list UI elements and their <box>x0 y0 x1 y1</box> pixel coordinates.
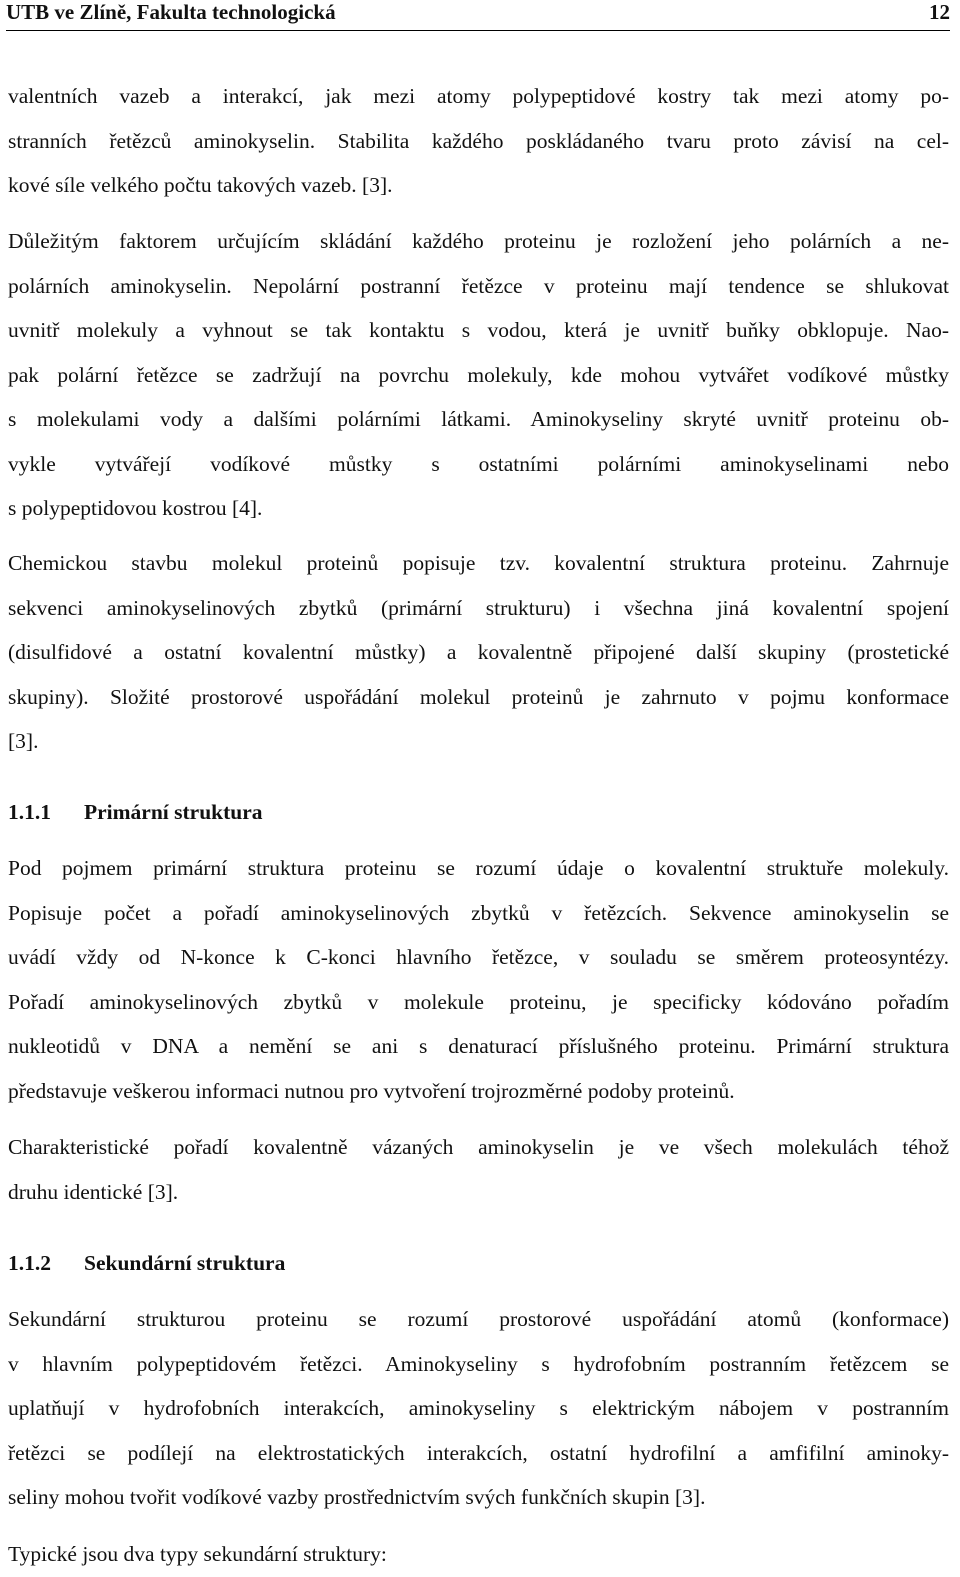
paragraph-line: Pod pojmem primární struktura proteinu se rozumí údaje o kovalentní struktuře molekuly. <box>8 856 949 880</box>
section-title: Primární struktura <box>84 800 263 824</box>
paragraph-line: sekvenci aminokyselinových zbytků (primární strukturu) i všechna jiná kovalentní spojení <box>8 595 949 620</box>
paragraph-line: v hlavním polypeptidovém řetězci. Aminokyseliny s hydrofobním postranním řetězcem se <box>8 1351 949 1376</box>
paragraph-1 <box>8 74 949 208</box>
paragraph-line: seliny mohou tvořit vodíkové vazby prostřednictvím svých funkčních skupin [3]. <box>8 1485 706 1509</box>
paragraph-line: [3]. <box>8 729 39 753</box>
section-heading-primary <box>8 799 263 825</box>
paragraph-line: polárních aminokyselin. Nepolární postranní řetězce v proteinu mají tendence se shlukovat <box>8 273 949 298</box>
section-number: 1.1.1 <box>8 800 51 824</box>
paragraph-line: nukleotidů v DNA a nemění se ani s denaturací příslušného proteinu. Primární struktura <box>8 1034 949 1058</box>
paragraph-line: uplatňují v hydrofobních interakcích, aminokyseliny s elektrickým nábojem v postranním <box>8 1396 949 1420</box>
section-number: 1.1.2 <box>8 1251 51 1275</box>
paragraph-line: Popisuje počet a pořadí aminokyselinových zbytků v řetězcích. Sekvence aminokyselin se <box>8 900 949 925</box>
paragraph-line: s molekulami vody a dalšími polárními látkami. Aminokyseliny skryté uvnitř proteinu ob- <box>8 407 949 431</box>
paragraph-line: Chemickou stavbu molekul proteinů popisuje tzv. kovalentní struktura proteinu. Zahrnuje <box>8 551 949 575</box>
paragraph-line: stranních řetězců aminokyselin. Stabilita každého poskládaného tvaru proto závisí na cel- <box>8 128 949 153</box>
paragraph-4 <box>8 846 949 1113</box>
paragraph-line: uvnitř molekuly a vyhnout se tak kontaktu s vodou, která je uvnitř buňky obklopuje. Nao- <box>8 318 949 342</box>
running-header <box>6 0 950 31</box>
page-number: 12 <box>929 0 950 24</box>
paragraph-line: s polypeptidovou kostrou [4]. <box>8 496 263 520</box>
paragraph-6 <box>8 1297 949 1520</box>
section-heading-secondary <box>8 1250 285 1276</box>
paragraph-3 <box>8 541 949 764</box>
paragraph-line: uvádí vždy od N-konce k C-konci hlavního řetězce, v souladu se směrem proteosyntézy. <box>8 945 949 969</box>
paragraph-line: pak polární řetězce se zadržují na povrchu molekuly, kde mohou vytvářet vodíkové můstky <box>8 362 949 387</box>
paragraph-line: Důležitým faktorem určujícím skládání každého proteinu je rozložení jeho polárních a ne- <box>8 229 949 253</box>
paragraph-line: Typické jsou dva typy sekundární struktury: <box>8 1542 387 1566</box>
paragraph-line: Pořadí aminokyselinových zbytků v molekule proteinu, je specificky kódováno pořadím <box>8 989 949 1014</box>
paragraph-2 <box>8 219 949 531</box>
paragraph-line: Charakteristické pořadí kovalentně vázaných aminokyselin je ve všech molekulách téhož <box>8 1135 949 1159</box>
paragraph-line: valentních vazeb a interakcí, jak mezi atomy polypeptidové kostry tak mezi atomy po- <box>8 84 949 108</box>
paragraph-line: skupiny). Složité prostorové uspořádání molekul proteinů je zahrnuto v pojmu konformace <box>8 684 949 709</box>
paragraph-line: představuje veškerou informaci nutnou pro vytvoření trojrozměrné podoby proteinů. <box>8 1078 735 1103</box>
paragraph-line: (disulfidové a ostatní kovalentní můstky) a kovalentně připojené další skupiny (prostetické <box>8 640 949 664</box>
paragraph-line: Sekundární strukturou proteinu se rozumí prostorové uspořádání atomů (konformace) <box>8 1307 949 1331</box>
paragraph-line: druhu identické [3]. <box>8 1179 179 1204</box>
paragraph-7 <box>8 1532 949 1577</box>
paragraph-5 <box>8 1125 949 1214</box>
section-title: Sekundární struktura <box>84 1251 286 1275</box>
paragraph-line: řetězci se podílejí na elektrostatických interakcích, ostatní hydrofilní a amfifilní aminoky- <box>8 1440 949 1465</box>
header-title: UTB ve Zlíně, Fakulta technologická <box>6 0 336 24</box>
paragraph-line: kové síle velkého počtu takových vazeb. [3]. <box>8 173 393 197</box>
paragraph-line: vykle vytvářejí vodíkové můstky s ostatními polárními aminokyselinami nebo <box>8 451 949 476</box>
